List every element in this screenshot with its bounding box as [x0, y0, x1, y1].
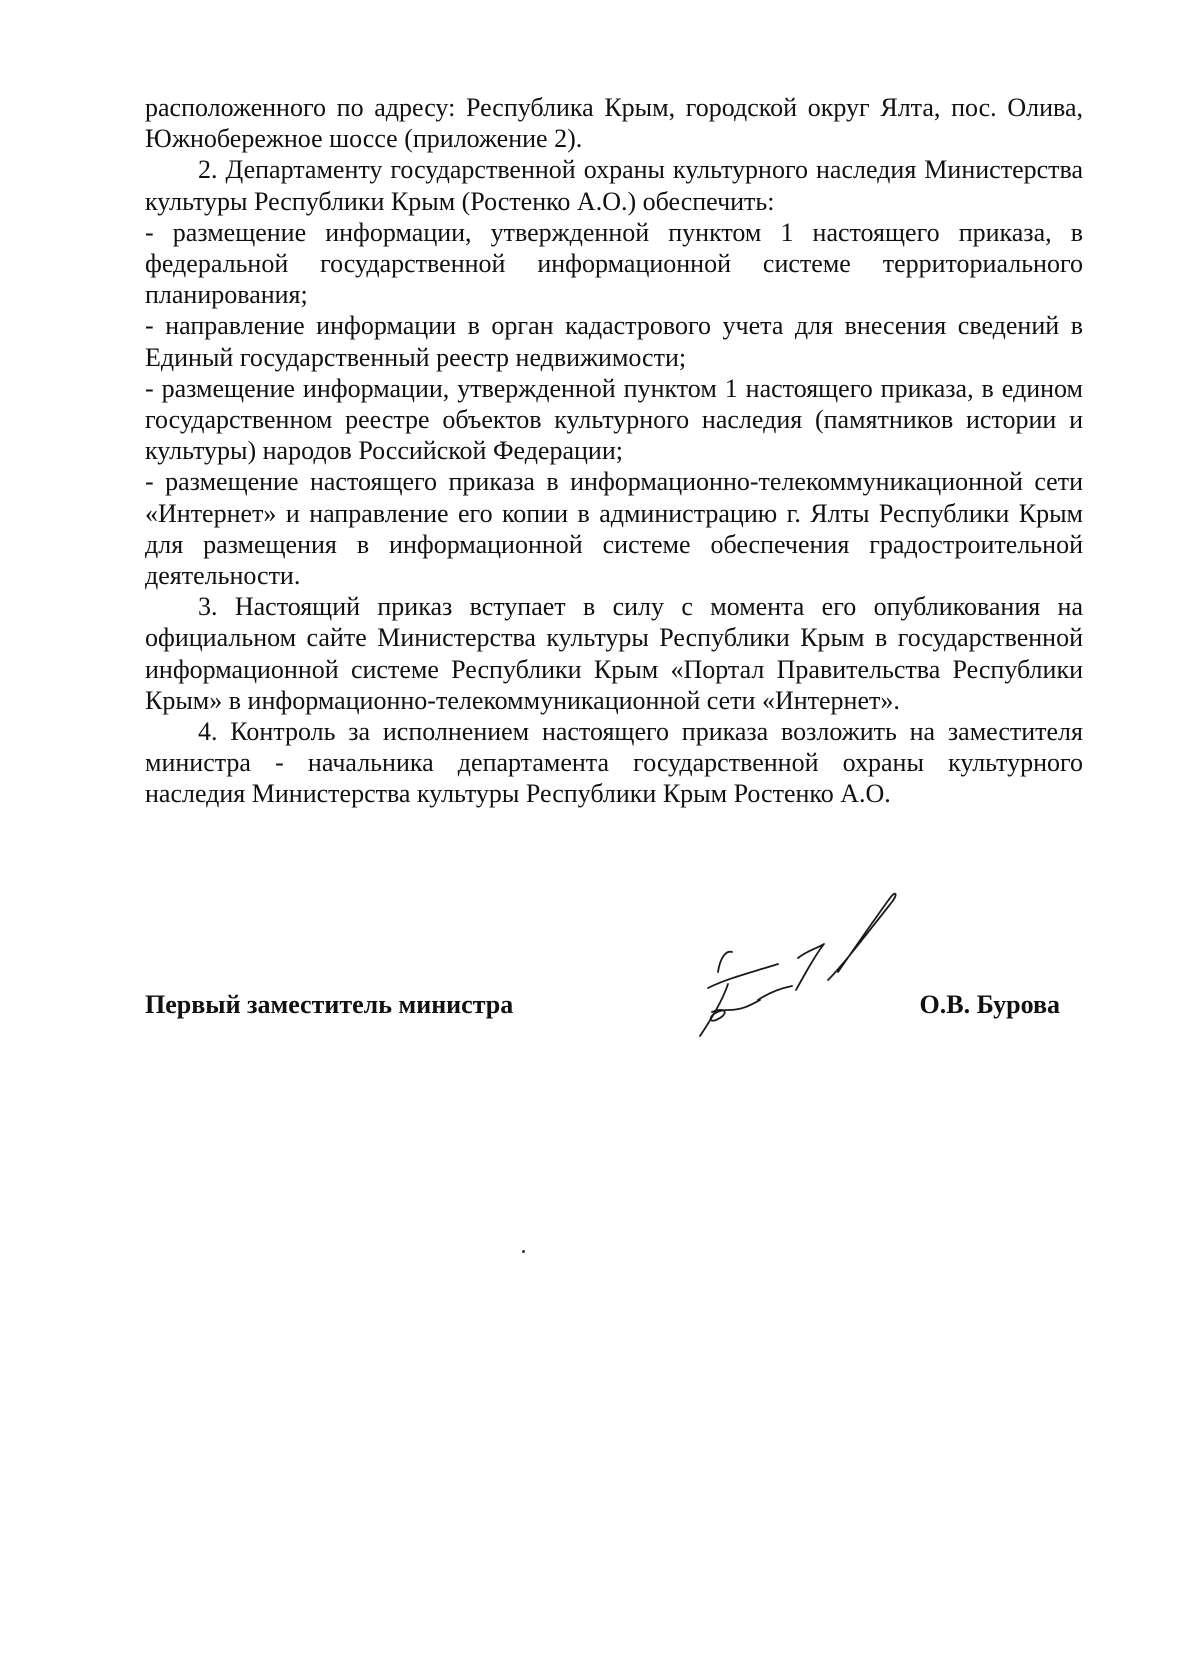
paragraph-bullet-heritage-registry: - размещение информации, утвержденной пунктом 1 настоящего приказа, в едином государственном реестре объектов культурного наследия (памятников истории и культуры) народов Российской Федерации; [145, 373, 1083, 466]
signature-block [145, 985, 1060, 1033]
paragraph-bullet-internet: - размещение настоящего приказа в информационно-телекоммуникационной сети «Интернет» и направление его копии в администрацию г. Ялты Республики Крым для размещения в информационной системе обеспечения градостроительной деятельности. [145, 467, 1083, 591]
paragraph-bullet-cadastral: - направление информации в орган кадастрового учета для внесения сведений в Единый государственный реестр недвижимости; [145, 311, 1083, 372]
paragraph-address: расположенного по адресу: Республика Крым, городской округ Ялта, пос. Олива, Южнобережное шоссе (приложение 2). [145, 93, 1083, 154]
signatory-name: О.В. Бурова [919, 990, 1060, 1019]
paragraph-item-3: 3. Настоящий приказ вступает в силу с момента его опубликования на официальном сайте Министерства культуры Республики Крым в государственной информационной системе Республики Крым «Портал Правительства Республики Крым» в информационно-телекоммуникационной сети «Интернет». [145, 592, 1083, 715]
paragraph-item-2: 2. Департаменту государственной охраны культурного наследия Министерства культуры Республики Крым (Ростенко А.О.) обеспечить: [145, 155, 1083, 216]
paragraph-item-4: 4. Контроль за исполнением настоящего приказа возложить на заместителя министра - начальника департамента государственной охраны культурного наследия Министерства культуры Республики Крым Ростенко А.О. [145, 717, 1083, 809]
paragraph-bullet-territorial-planning: - размещение информации, утвержденной пунктом 1 настоящего приказа, в федеральной государственной информационной системе территориального планирования; [145, 217, 1083, 310]
document-body [145, 92, 1083, 810]
signatory-title: Первый заместитель министра [145, 990, 514, 1019]
scan-speck [522, 1250, 525, 1253]
handwritten-signature [668, 892, 918, 1052]
